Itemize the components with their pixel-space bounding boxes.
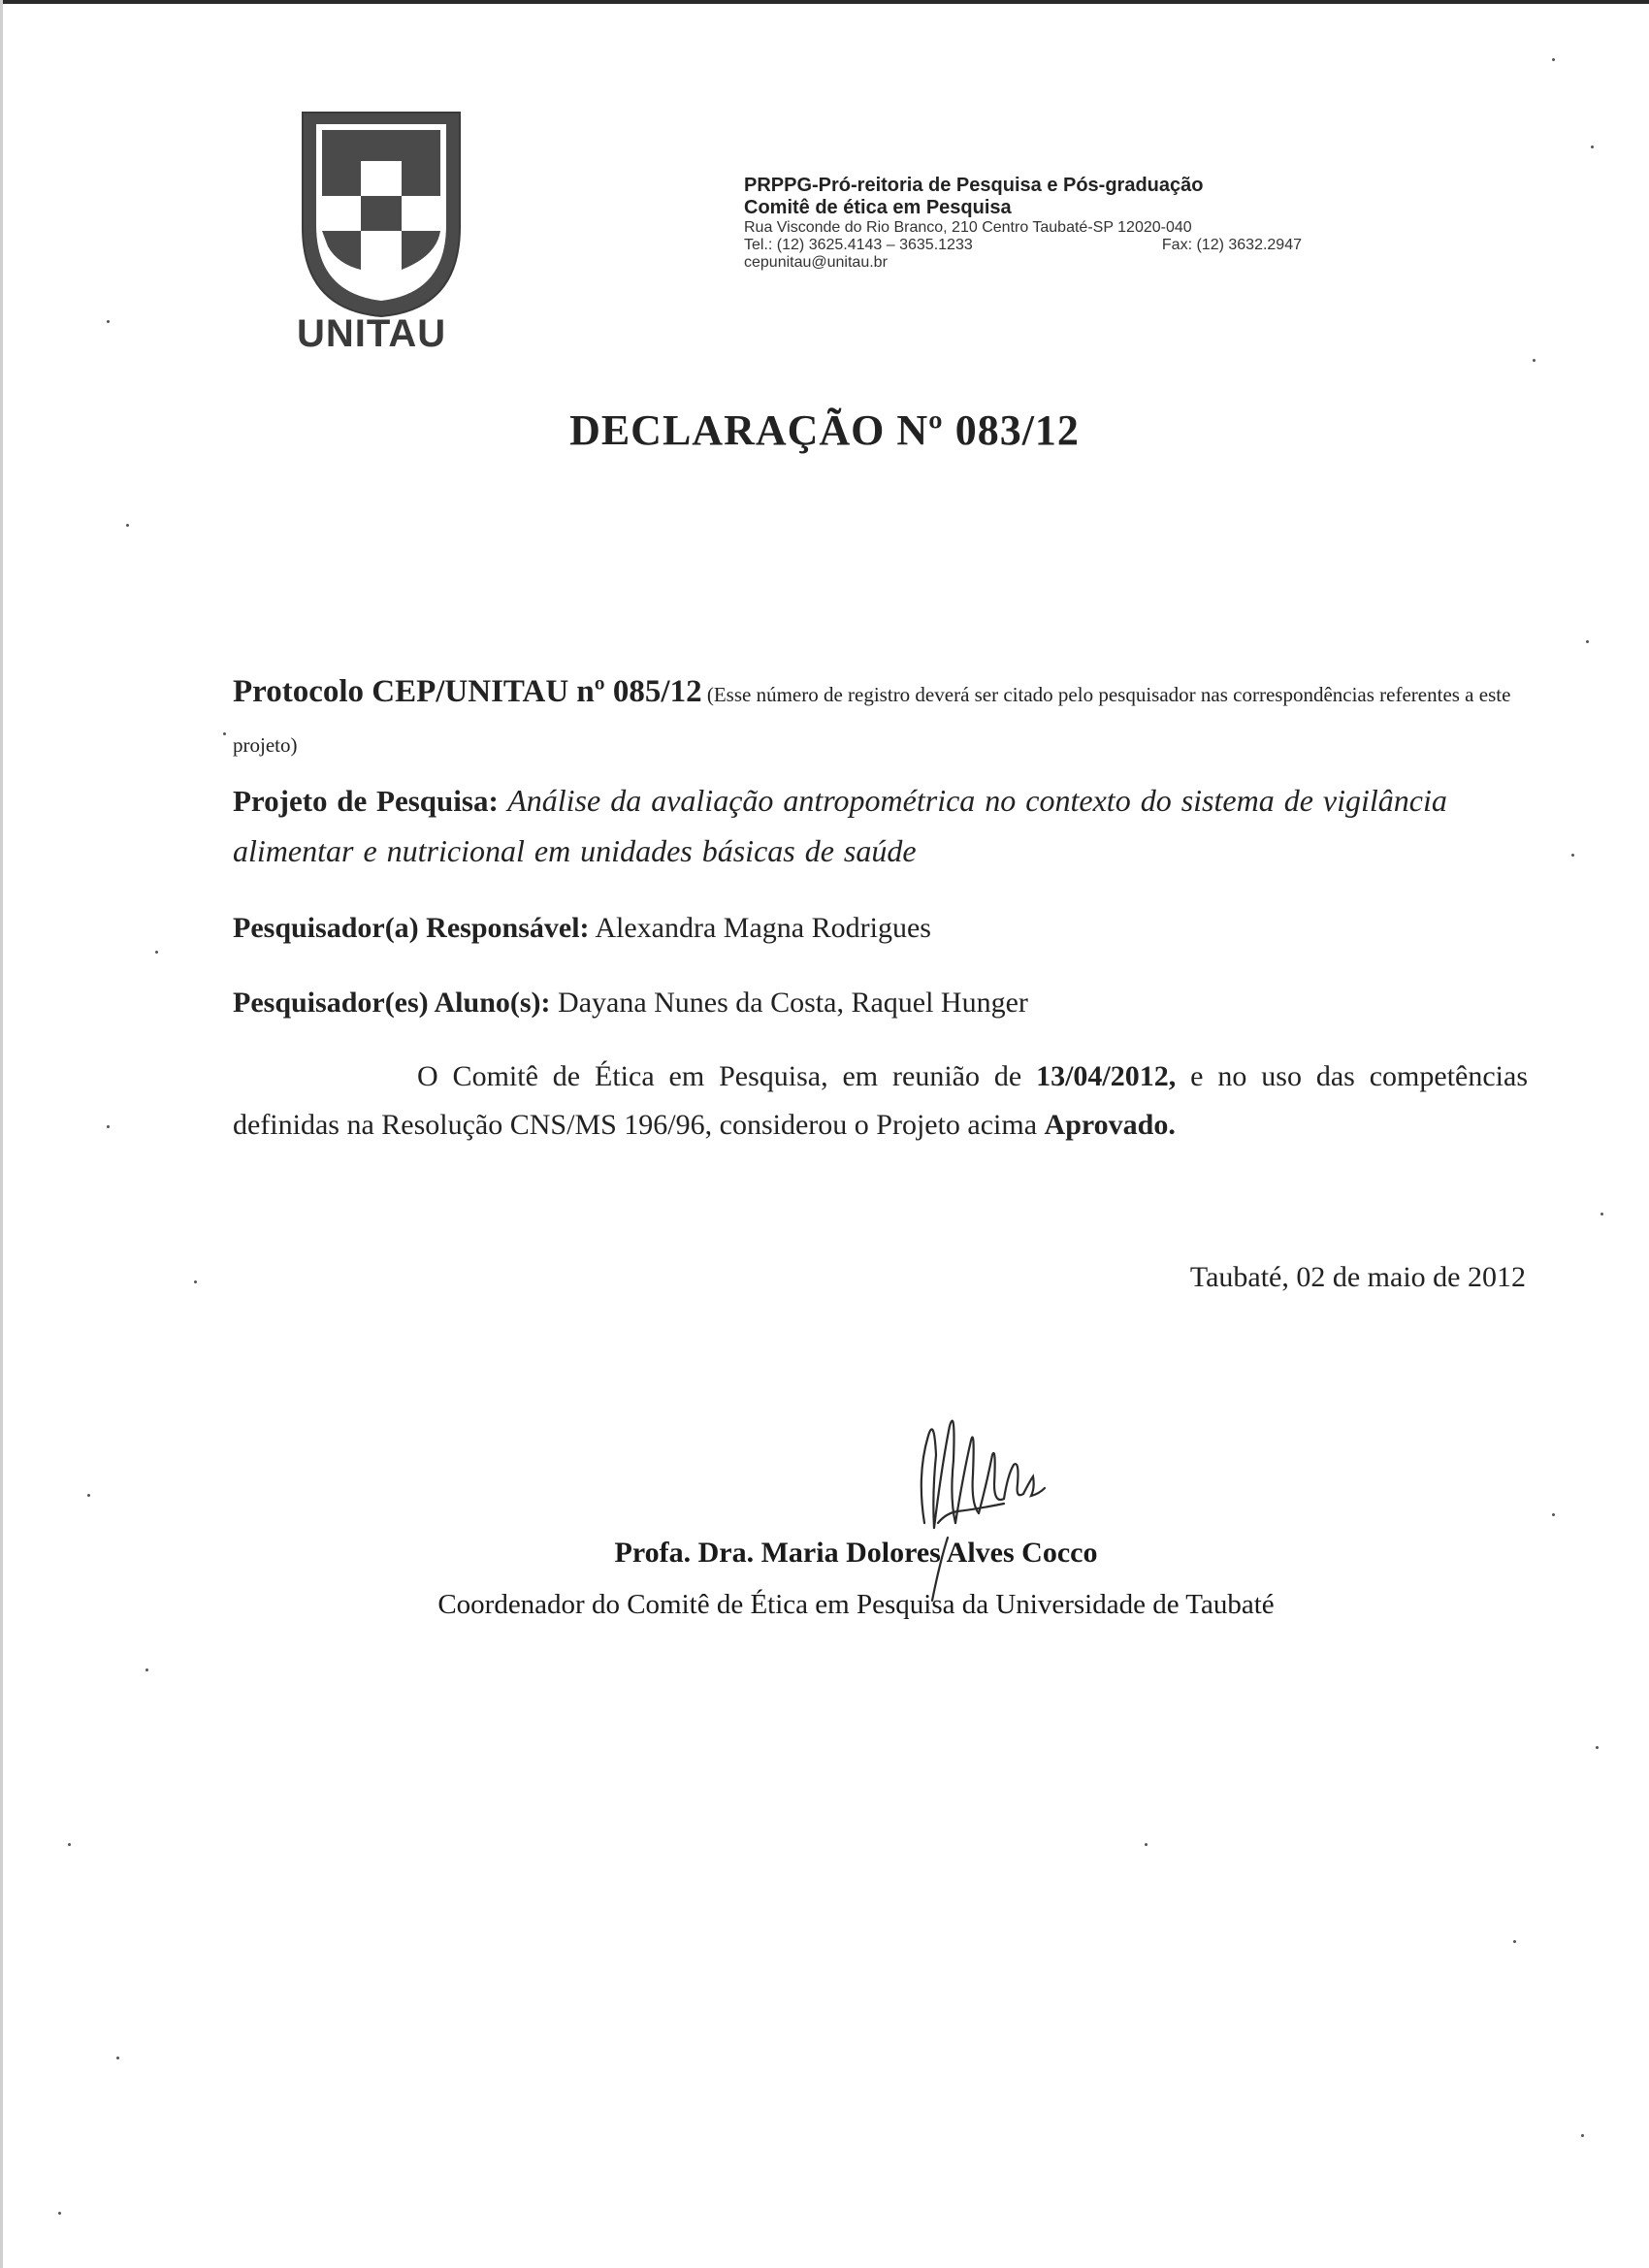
scan-speck	[1600, 1213, 1603, 1215]
scan-speck	[68, 1843, 71, 1846]
protocolo-note: (Esse número de registro deverá ser citado pelo pesquisador nas correspondências referentes a este projeto)	[233, 683, 1511, 757]
scan-speck	[1552, 1513, 1555, 1516]
approval-text-1: O Comitê de Ética em Pesquisa, em reunião de	[417, 1060, 1037, 1092]
scan-speck	[1513, 1940, 1516, 1943]
logo-text: UNITAU	[297, 312, 447, 355]
institution-header	[744, 175, 1302, 272]
responsavel-paragraph	[233, 904, 1528, 953]
scan-speck	[107, 1125, 110, 1128]
declaration-title: DECLARAÇÃO Nº 083/12	[569, 406, 1080, 454]
date-line: Taubaté, 02 de maio de 2012	[1189, 1261, 1526, 1293]
shield-logo-icon	[299, 111, 464, 319]
scan-speck	[223, 732, 226, 735]
alunos-label: Pesquisador(es) Aluno(s):	[233, 987, 551, 1019]
header-address: Rua Visconde do Rio Branco, 210 Centro Taubaté-SP 12020-040	[744, 219, 1192, 236]
approval-text-2: e no uso das competências definidas na Resolução CNS/MS 196/96, considerou o Projeto acima	[233, 1060, 1528, 1141]
meeting-date: 13/04/2012,	[1036, 1060, 1177, 1092]
scan-speck	[1533, 359, 1536, 362]
header-line-prppg: PRPPG-Pró-reitoria de Pesquisa e Pós-graduação	[744, 175, 1204, 196]
header-line-comite: Comitê de ética em Pesquisa	[744, 197, 1012, 218]
left-border	[0, 0, 3, 2268]
scan-speck	[155, 951, 158, 954]
header-email: cepunitau@unitau.br	[744, 254, 888, 271]
signer-role: Coordenador do Comitê de Ética em Pesquisa da Universidade de Taubaté	[437, 1589, 1275, 1620]
scan-speck	[1552, 58, 1555, 61]
scan-speck	[116, 2057, 119, 2059]
scan-speck	[1596, 1746, 1599, 1749]
responsavel-value: Alexandra Magna Rodrigues	[589, 912, 931, 944]
approval-paragraph	[233, 1053, 1528, 1150]
scan-speck	[87, 1494, 90, 1497]
responsavel-label: Pesquisador(a) Responsável:	[233, 912, 590, 944]
scan-speck	[107, 320, 110, 323]
alunos-value: Dayana Nunes da Costa, Raquel Hunger	[550, 987, 1028, 1019]
alunos-paragraph	[233, 979, 1528, 1027]
header-tel: Tel.: (12) 3625.4143 – 3635.1233	[744, 237, 973, 253]
protocolo-paragraph	[233, 667, 1528, 769]
scan-speck	[1571, 854, 1574, 857]
header-fax: Fax: (12) 3632.2947	[1161, 237, 1302, 253]
signer-name: Profa. Dra. Maria Dolores Alves Cocco	[614, 1537, 1098, 1569]
scan-speck	[1591, 146, 1594, 148]
projeto-title: Análise da avaliação antropométrica no contexto do sistema de vigilância alimentar e nutricional em unidades básicas de saúde	[233, 783, 1447, 868]
projeto-paragraph	[233, 776, 1528, 877]
top-border	[0, 0, 1649, 4]
scan-speck	[126, 524, 129, 527]
header-phone-row	[744, 237, 1302, 254]
protocolo-label: Protocolo CEP/UNITAU nº 085/12	[233, 674, 702, 709]
scan-speck	[1581, 2134, 1584, 2137]
scan-speck	[58, 2212, 61, 2215]
approval-status: Aprovado.	[1044, 1109, 1176, 1141]
scan-speck	[1145, 1843, 1148, 1846]
scan-speck	[146, 1669, 148, 1671]
projeto-label: Projeto de Pesquisa:	[233, 784, 499, 818]
scan-speck	[1586, 640, 1589, 643]
scan-speck	[194, 1280, 197, 1283]
